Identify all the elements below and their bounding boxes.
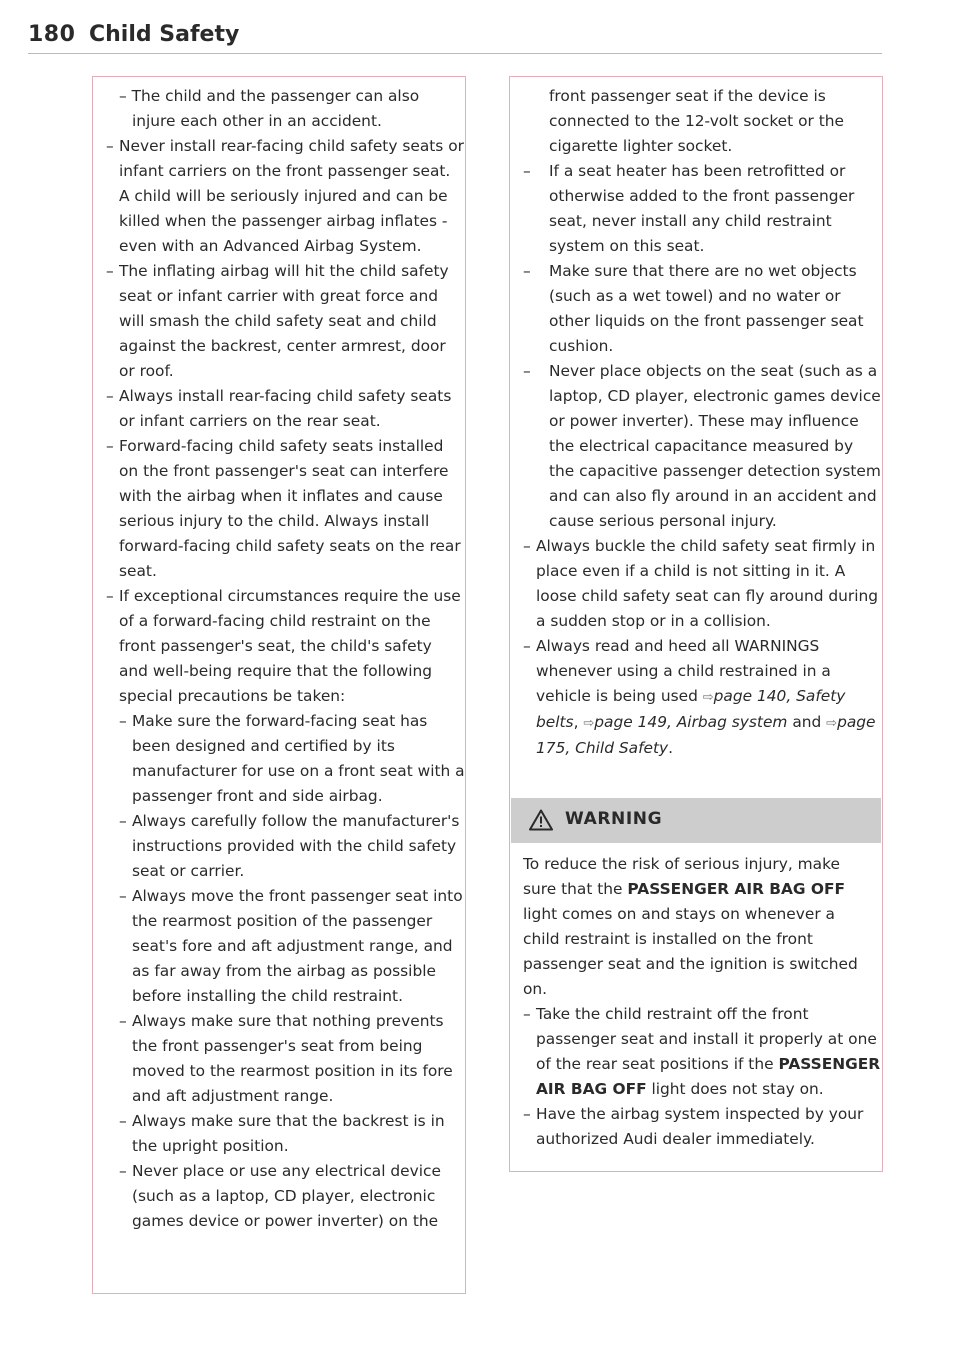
warning-header xyxy=(511,798,881,843)
sub-list-item: – Never place or use any electrical device (such as a laptop, CD player, electronic games device or power inverter) on the xyxy=(106,1159,465,1234)
warning-triangle-icon xyxy=(529,809,553,831)
left-bullet-list xyxy=(93,84,465,1234)
section-title: Child Safety xyxy=(89,22,240,47)
list-item: – Always read and heed all WARNINGS whenever using a child restrained in a vehicle is being used ⇨page 140, Safety belts, ⇨page 149, Airbag system and ⇨page 175, Child Safety. xyxy=(510,634,882,761)
sub-list-item: – Never place objects on the seat (such as a laptop, CD player, electronic games device or power inverter). These may influence the electrical capacitance measured by the capacitive passenger detection system and can also fly around in an accident and cause serious personal injury. xyxy=(510,359,882,534)
cross-reference-link[interactable]: page 149, Airbag system xyxy=(594,713,788,731)
cross-reference-link[interactable]: page 140, Safety belts xyxy=(536,687,846,731)
list-item: – Forward-facing child safety seats installed on the front passenger's seat can interfere with the airbag when it inflates and cause serious injury to the child. Always install forward-facing child safety seats on the rear seat. xyxy=(93,434,465,584)
sub-list-item: – Always make sure that nothing prevents the front passenger's seat from being moved to the rearmost position in its fore and aft adjustment range. xyxy=(106,1009,465,1109)
warning-continuation-box-left xyxy=(92,76,466,1294)
page-header xyxy=(28,22,882,56)
page-number: 180 xyxy=(28,22,76,47)
arrow-right-icon: ⇨ xyxy=(583,716,595,731)
list-item: – The child and the passenger can also injure each other in an accident. xyxy=(119,87,420,130)
warning-title: WARNING xyxy=(565,809,663,829)
sub-list-item: – If a seat heater has been retrofitted or otherwise added to the front passenger seat, never install any child restraint system on this seat. xyxy=(510,159,882,259)
arrow-right-icon: ⇨ xyxy=(702,690,714,705)
sub-list-item: – Always carefully follow the manufacturer's instructions provided with the child safety seat or carrier. xyxy=(106,809,465,884)
cross-reference-link[interactable]: page 175, Child Safety xyxy=(536,713,876,757)
sub-list-item: front passenger seat if the device is connected to the 12-volt socket or the cigarette lighter socket. xyxy=(549,87,844,155)
list-item: – Have the airbag system inspected by your authorized Audi dealer immediately. xyxy=(510,1102,882,1152)
sub-list-item: – Always move the front passenger seat into the rearmost position of the passenger seat's fore and aft adjustment range, and as far away from the airbag as possible before installing the child restraint. xyxy=(106,884,465,1009)
list-item: – Always buckle the child safety seat firmly in place even if a child is not sitting in it. A loose child safety seat can fly around during a sudden stop or in a collision. xyxy=(510,534,882,634)
list-item: – If exceptional circumstances require the use of a forward-facing child restraint on the front passenger's seat, the child's safety and well-being require that the following special precautions be taken: – Make sure the forward-facing seat has been designed and certified by its manufacturer for use on a front seat with a passenger front and side airbag. – Always carefully follow the manufacturer's instructions provided with the child safety seat or carrier. – Always move the front passenger seat into the rearmost position of the passenger seat's fore and aft adjustment range, and as far away from the airbag as possible before installing the child restraint. – Always make sure that nothing prevents the front passenger's seat from being moved to the rearmost position in its fore and aft adjustment range. – Always make sure that the backrest is in the upright position. – Never place or use any electrical device (such as a laptop, CD player, electronic games device or power inverter) on the xyxy=(93,584,465,1234)
sub-list xyxy=(106,709,465,1234)
list-item: – Never install rear-facing child safety seats or infant carriers on the front passenger seat. A child will be seriously injured and can be killed when the passenger airbag inflates - even with an Advanced Airbag System. xyxy=(93,134,465,259)
header-divider xyxy=(28,53,882,54)
arrow-right-icon: ⇨ xyxy=(826,716,838,731)
list-item: – Take the child restraint off the front passenger seat and install it properly at one of the rear seat positions if the PASSENGER AIR BAG OFF light does not stay on. xyxy=(510,1002,882,1102)
warning-list xyxy=(510,1002,882,1152)
sub-list-item: – Always make sure that the backrest is in the upright position. xyxy=(106,1109,465,1159)
sub-list-item: – Make sure the forward-facing seat has been designed and certified by its manufacturer for use on a front seat with a passenger front and side airbag. xyxy=(106,709,465,809)
sub-list-item: – Make sure that there are no wet objects (such as a wet towel) and no water or other liquids on the front passenger seat cushion. xyxy=(510,259,882,359)
warning-intro: To reduce the risk of serious injury, make sure that the PASSENGER AIR BAG OFF light comes on and stays on whenever a child restraint is installed on the front passenger seat and the ignition is switched on. xyxy=(523,855,858,998)
right-bullet-list xyxy=(510,84,882,761)
list-item: – Always install rear-facing child safety seats or infant carriers on the rear seat. xyxy=(93,384,465,434)
warning-continuation-box-right xyxy=(509,76,883,1172)
list-item: – The inflating airbag will hit the child safety seat or infant carrier with great force and will smash the child safety seat and child against the backrest, center armrest, door or roof. xyxy=(93,259,465,384)
warning-body xyxy=(510,844,882,1152)
